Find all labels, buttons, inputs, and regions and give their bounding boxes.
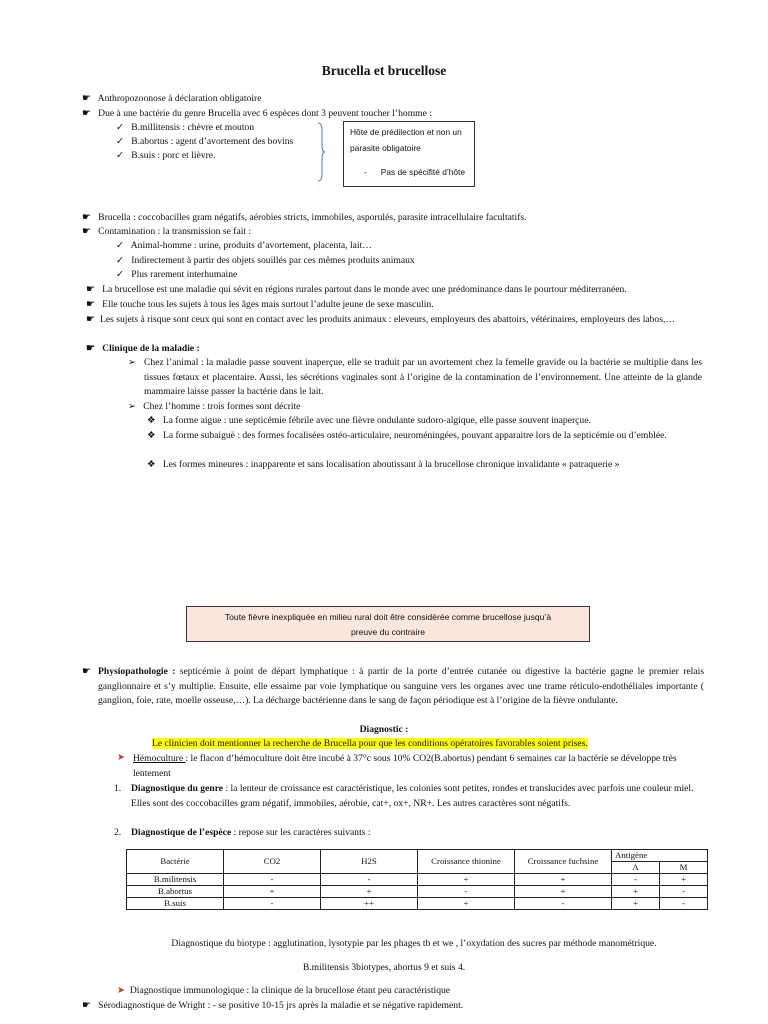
forme-text: La forme aigue : une septicémie fébrile avec une fièvre ondulante sudoro-algique, elle passe souvent inaperçue.	[162, 415, 591, 426]
bacteria-table	[126, 849, 708, 910]
intro-item	[82, 92, 261, 107]
check-icon: ✓	[116, 269, 125, 280]
hemoculture-label: Hémoculture	[133, 753, 186, 764]
page-title: Brucella et brucellose	[321, 63, 447, 78]
table-header-cell: Croissance fuchsine	[515, 850, 612, 874]
host-note-box	[343, 121, 475, 187]
warning-note-box	[186, 606, 590, 642]
pointing-hand-icon: ☛	[86, 314, 95, 325]
brace-icon	[317, 122, 325, 182]
immuno-item	[117, 984, 450, 999]
espece-paragraph	[131, 826, 371, 841]
touche-text: Elle touche tous les sujets à tous les âges mais surtout l’adulte jeune de sexe masculin.	[102, 299, 434, 310]
maladie-text: La brucellose est une maladie qui sévit en régions rurales partout dans le monde avec une prédominance dans le pourtour méditerranéen.	[102, 284, 627, 295]
warning-note-line: Toute fièvre inexpliquée en milieu rural doit être considérée comme brucellose jusqu’à	[224, 612, 552, 622]
table-cell: ++	[321, 898, 418, 910]
genre-text: : la lenteur de croissance est caractéristique, les colonies sont petites, rondes et translucides avec parfois une couleur miel. Elles sont des coccobacilles gram négatif, immobiles, aérobie, cat+, ox+, NR+. Les autres caractères sont négatifs.	[131, 783, 694, 809]
biotype-text: Diagnostique du biotype : agglutination, lysotypie par les phages tb et we , l’oxydation des sucres par méthode manométrique.	[171, 938, 657, 949]
table-cell: +	[660, 874, 708, 886]
table-subheader-cell: M	[660, 862, 708, 874]
species-text: B.suis : porc et lièvre.	[131, 150, 216, 161]
clinique-homme-item	[128, 400, 300, 415]
table-cell: -	[515, 898, 612, 910]
species-text: B.millitensis : chèvre et mouton	[131, 122, 255, 133]
table-cell: -	[612, 874, 660, 886]
table-cell: B.militensis	[127, 874, 224, 886]
clinique-heading-text: Clinique de la maladie :	[102, 343, 200, 354]
diamond-icon: ❖	[147, 430, 156, 441]
biotypes-count-text: B.militensis 3biotypes, abortus 9 et suis 4.	[302, 962, 466, 973]
table-cell: B.abortus	[127, 886, 224, 898]
red-arrow-icon: ➤	[117, 985, 126, 996]
wright-text: Sérodiagnostique de Wright : - se positive 10-15 jrs après la maladie et se négative rapidement.	[98, 1000, 464, 1011]
species-item	[116, 135, 293, 150]
red-arrow-icon: ➤	[117, 752, 126, 763]
physio-label: Physiopathologie :	[98, 666, 176, 677]
diagnostic-highlight	[152, 737, 588, 752]
host-note-line: Hôte de prédilection et non un	[350, 127, 462, 137]
species-text: B.abortus : agent d’avortement des bovins	[131, 136, 294, 147]
pointing-hand-icon: ☛	[82, 108, 91, 119]
list-item	[86, 283, 627, 298]
pointing-hand-icon: ☛	[82, 226, 91, 237]
pointing-hand-icon: ☛	[82, 93, 91, 104]
table-header-cell: Croissance thionine	[418, 850, 515, 874]
contamination-text: Contamination : la transmission se fait :	[98, 226, 252, 237]
diamond-icon: ❖	[147, 459, 156, 470]
table-cell: +	[515, 874, 612, 886]
transmission-item	[116, 239, 372, 254]
clinique-animal-text: Chez l’animal : la maladie passe souvent inaperçue, elle se traduit par un avortement chez la femelle gravide ou la bactérie se multiplie dans les tissues fœtaux et placentaire. Aussi, les sécrétions vaginales sont à l’origine de la contamination de l’environnement. Une atteinte de la glande mammaire laisse passer la bactérie dans le lait.	[144, 357, 702, 398]
table-cell: -	[321, 874, 418, 886]
table-cell: -	[660, 898, 708, 910]
list-item	[86, 313, 95, 328]
table-cell: -	[224, 898, 321, 910]
intro-line: Due à une bactérie du genre Brucella avec 6 espèces dont 3 peuvent toucher l’homme :	[98, 108, 432, 119]
transmission-text: Indirectement à partir des objets souillés par ces mêmes produits animaux	[131, 255, 415, 266]
pointing-hand-icon: ☛	[86, 299, 95, 310]
table-cell: +	[418, 898, 515, 910]
table-header-cell: Bactérie	[127, 850, 224, 874]
list-item	[86, 298, 434, 313]
pointing-hand-icon: ☛	[86, 284, 95, 295]
arrow-right-icon: ➢	[128, 401, 137, 412]
check-icon: ✓	[116, 240, 125, 251]
table-cell: +	[321, 886, 418, 898]
check-icon: ✓	[116, 122, 125, 133]
table-cell: +	[612, 886, 660, 898]
table-cell: -	[418, 886, 515, 898]
table-row	[127, 886, 708, 898]
list-number: 2.	[114, 827, 122, 838]
transmission-text: Plus rarement interhumaine	[131, 269, 238, 280]
forme-item	[147, 458, 619, 473]
table-cell: +	[224, 886, 321, 898]
table-header-cell: CO2	[224, 850, 321, 874]
table-cell: -	[224, 874, 321, 886]
table-row	[127, 874, 708, 886]
genre-paragraph	[131, 782, 705, 811]
warning-note-line: preuve du contraire	[350, 627, 426, 637]
immuno-text: Diagnostique immunologique : la clinique de la brucellose étant peu caractéristique	[129, 985, 451, 996]
host-note-line: parasite obligatoire	[350, 143, 421, 153]
transmission-item	[116, 268, 237, 283]
pointing-hand-icon: ☛	[82, 1000, 91, 1011]
wright-item	[82, 999, 463, 1014]
list-number: 1.	[114, 783, 122, 794]
table-row	[127, 898, 708, 910]
forme-text: Les formes mineures : inapparente et sans localisation aboutissant à la brucellose chronique invalidante « patraquerie »	[162, 459, 620, 470]
espece-label: Diagnostique de l’espèce	[131, 827, 232, 838]
check-icon: ✓	[116, 136, 125, 147]
arrow-right-icon: ➢	[128, 357, 137, 368]
diagnostic-heading: Diagnostic :	[359, 724, 409, 735]
table-subheader-cell: A	[612, 862, 660, 874]
highlight-text: Le clinicien doit mentionner la recherche de Brucella pour que les conditions opératoires favorables soient prises.	[152, 738, 588, 749]
table-cell: -	[660, 886, 708, 898]
table-cell: B.suis	[127, 898, 224, 910]
intro-line: Anthropozoonose à déclaration obligatoire	[97, 93, 262, 104]
host-note-line: - Pas de spécifité d’hôte	[364, 167, 466, 177]
forme-text: La forme subaiguë : des formes focalisées ostéo-articulaire, neuroméningées, pouvant apparaitre lors de la septicémie ou d’emblée.	[163, 430, 667, 441]
table-cell: +	[612, 898, 660, 910]
list-item	[82, 211, 527, 226]
diamond-icon: ❖	[147, 415, 156, 426]
table-cell: +	[418, 874, 515, 886]
pointing-hand-icon: ☛	[82, 212, 91, 223]
genre-label: Diagnostique du genre	[131, 783, 224, 794]
clinique-heading	[86, 342, 200, 357]
physio-paragraph	[98, 665, 704, 709]
clinique-homme-text: Chez l’homme : trois formes sont décrite	[143, 401, 301, 412]
species-item	[116, 121, 254, 136]
hemoculture-paragraph	[133, 752, 707, 781]
species-item	[116, 149, 215, 164]
check-icon: ✓	[116, 150, 125, 161]
transmission-item	[116, 254, 415, 269]
hemoculture-text: : le flacon d’hémoculture doit être incubé à 37°c sous 10% CO2(B.abortus) pendant 6 semaines car la bactérie se développe très lentement	[133, 753, 677, 779]
pointing-hand-icon: ☛	[82, 666, 91, 677]
table-header-row	[127, 850, 708, 862]
table-header-cell: H2S	[321, 850, 418, 874]
physio-text: septicémie à point de départ lymphatique : à partir de la porte d’entrée cutanée ou digestive la bactérie gagne le premier relais ganglionnaire et s’y multiplie. Ensuite, elle essaime par voie lymphatique ou sanguine vers les organes avec une trame réticulo-endothéliales importante ( ganglion, foie, rate, moelle osseuse,…). La décharge bactérienne dans le sang de façon périodique est à l’origine de la fièvre ondulante.	[98, 666, 704, 707]
espece-text: : repose sur les caractères suivants :	[231, 827, 371, 838]
risque-text: Les sujets à risque sont ceux qui sont en contact avec les produits animaux : eleveurs, employeurs des abattoirs, vétérinaires, employeurs des labos,…	[100, 314, 675, 325]
intro-item	[82, 107, 432, 122]
table-cell: +	[515, 886, 612, 898]
table-header-cell: Antigène	[612, 850, 708, 862]
pointing-hand-icon: ☛	[86, 343, 95, 354]
brucella-text: Brucella : coccobacilles gram négatifs, aérobies stricts, immobiles, asporulés, parasite intracellulaire facultatifs.	[98, 212, 527, 223]
forme-item	[147, 414, 591, 429]
transmission-text: Animal-homme : urine, produits d’avortement, placenta, lait…	[130, 240, 372, 251]
check-icon: ✓	[116, 255, 125, 266]
list-item	[82, 225, 251, 240]
